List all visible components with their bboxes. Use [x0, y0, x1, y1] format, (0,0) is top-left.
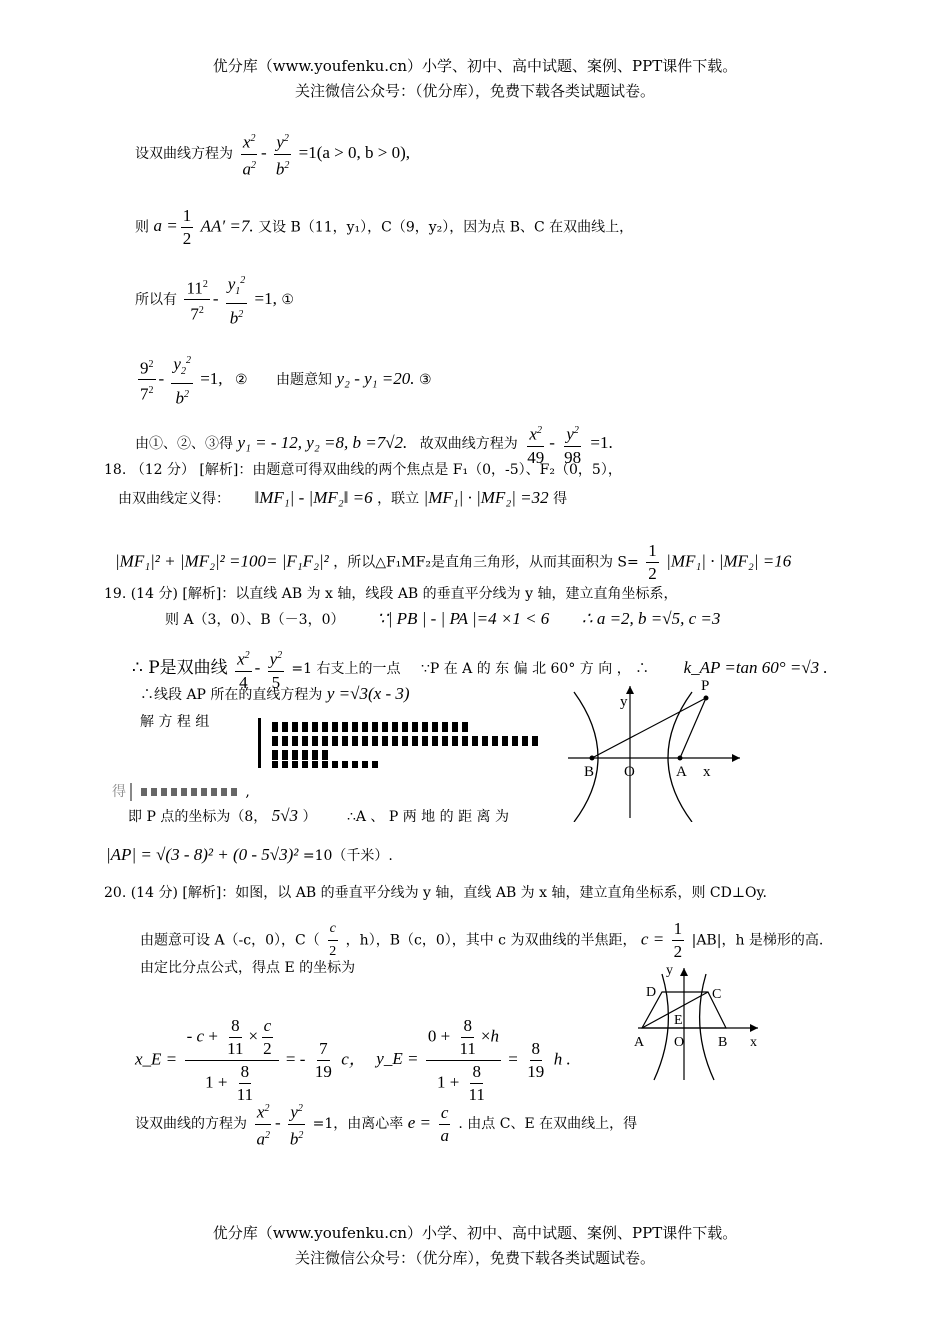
p19-l7-text3: ∴A 、 P 两 地 的 距 离 为: [346, 809, 509, 825]
p19-l8-eq: |AP| = √(3 - 8)² + (0 - 5√3)²: [106, 845, 299, 864]
p19-l6-text: 得: [112, 784, 126, 800]
p17-line-3: 所以有 $\frac{11^2}{7^2}$ - $\frac{y_1^2}{b^2}$ =1, ①: [135, 270, 294, 330]
label-C: C: [712, 987, 722, 1002]
label-O: O: [674, 1035, 685, 1050]
p18-l3-text: ，所以△F₁MF₂是直角三角形，从而其面积为 S=: [333, 554, 639, 571]
p19-line-7: [128, 806, 509, 827]
p18-l3-eq1: |MF₁|² + |MF₂|² =100= |F₁F₂|²: [115, 551, 329, 571]
label-y: y: [620, 694, 628, 710]
p17-l5-eq1: y₁ = - 12, y₂ =8, b =7√2.: [237, 433, 408, 453]
p19-l3-text1: ∴ P是双曲线: [132, 658, 228, 679]
p17-l3-eq: =1,: [254, 288, 277, 308]
p19-line-8: [106, 845, 393, 866]
p17-line-1: 设双曲线方程为 $\frac{x^2}{a^2}$ - $\frac{y^2}{b^2}$ =1(a > 0, b > 0),: [135, 128, 410, 180]
p20-l2-text1: 由题意可设 A（-c，0），C（: [140, 932, 320, 949]
p19-l8-text: =10（千米）.: [302, 848, 393, 864]
p19-l2-eq1: ∵| PB | - | PA |=4 ×1 < 6: [376, 609, 550, 628]
p17-l4-mark1: ②: [235, 371, 248, 388]
x-axis-arrow-icon: [732, 754, 740, 762]
p20-l2-text2: ，h），B（c，0），其中 c 为双曲线的半焦距，: [345, 932, 637, 949]
p17-l4-mark2: ③: [418, 371, 432, 388]
label-x: x: [750, 1035, 757, 1050]
p19-l3-text3: ∵P 在 A 的 东 偏 北 60° 方 向 ， ∴: [420, 661, 650, 678]
p17-l4-eq2: y₂ - y₁ =20.: [336, 368, 415, 388]
p17-l5-text1: 由①、②、③得: [135, 436, 233, 453]
label-O: O: [624, 764, 635, 780]
left-branch: [654, 974, 668, 1080]
p17-l5-eq2: =1.: [590, 433, 613, 453]
p20-l5-text2: =1，由离心率: [312, 1116, 404, 1133]
p17-l2-text2: 又设 B（11，y₁），C（9，y₂），因为点 B、C 在双曲线上，: [258, 219, 634, 236]
solution-image: [141, 788, 241, 796]
p20-l5-text3: . 由点 C、E 在双曲线上，得: [458, 1116, 638, 1133]
p18-l3-eq2: |MF₁| · |MF₂| =16: [666, 551, 792, 571]
p20-l4-eq1: = -: [285, 1049, 306, 1069]
p19-l3-text2: =1 右支上的一点: [291, 661, 401, 678]
label-A: A: [634, 1035, 645, 1050]
p19-l7-text1: 即 P 点的坐标为（8，: [128, 809, 268, 825]
y-axis-arrow-icon: [626, 686, 634, 694]
p20-l2-eq: c =: [640, 929, 665, 949]
p20-l5-text1: 设双曲线的方程为: [135, 1116, 247, 1133]
point-B: [590, 756, 595, 761]
p19-l7-text2: ）: [302, 809, 317, 825]
point-P: [704, 696, 709, 701]
p20-l4-end: h .: [553, 1049, 571, 1069]
p18-l2-text2: ，联立: [377, 491, 420, 507]
label-B: B: [584, 764, 595, 780]
footer-line-2: 关注微信公众号：（优分库），免费下载各类试题试卷。: [294, 1249, 655, 1267]
p17-l3-mark: ①: [281, 291, 294, 308]
p19-line-5: [140, 712, 209, 732]
hyperbola-figure-2: [630, 962, 770, 1084]
equation-system-image: [258, 718, 548, 770]
x-axis-arrow-icon: [750, 1024, 758, 1032]
p19-l2-text: 则 A（3，0）、B（－3，0）: [165, 612, 345, 628]
p20-l2-text3: |AB|，h 是梯形的高.: [691, 932, 824, 949]
p17-line-2: 则 a = $\frac{1}{2}$ AA′ =7. 又设 B（11，y₁），C（9，y₂），因为点 B、C 在双曲线上，: [135, 206, 634, 248]
label-P: P: [701, 678, 710, 694]
p19-l3-eq: k_AP =tan 60° =√3 .: [683, 658, 828, 678]
p19-l4-text: ∴线段 AP 所在的直线方程为: [140, 687, 323, 703]
p17-line-4: $\frac{9^2}{7^2}$ - $\frac{y_2^2}{b^2}$ =1, ② 由题意知 y₂ - y₁ =20. ③: [135, 350, 432, 410]
point-A: [678, 756, 683, 761]
p17-l2-text1: 则: [135, 219, 149, 236]
p17-l1-text: 设双曲线方程为: [135, 146, 233, 163]
p20-line-3: 由定比分点公式，得点 E 的坐标为: [140, 960, 356, 976]
label-E: E: [674, 1013, 683, 1028]
label-y: y: [666, 963, 673, 978]
header-line-2: 关注微信公众号：（优分库），免费下载各类试题试卷。: [294, 82, 655, 100]
p19-l7-eq: 5√3: [271, 806, 299, 825]
y-axis-arrow-icon: [680, 968, 688, 976]
p17-line-5: 由①、②、③得 y₁ = - 12, y₂ =8, b =7√2. 故双曲线方程为 $\frac{x^2}{49}$ - $\frac{y^2}{98}$ =1.: [135, 420, 613, 469]
label-B: B: [718, 1035, 728, 1050]
p20-l4-xe: x_E =: [135, 1049, 178, 1069]
p19-line-1: 19. (14 分) [解析]：以直线 AB 为 x 轴，线段 AB 的垂直平分线为 y 轴，建立直角坐标系，: [104, 586, 678, 602]
p19-l4-eq: y =√3(x - 3): [326, 684, 410, 703]
p17-l1-eq: =1(a > 0, b > 0),: [298, 143, 411, 163]
p17-l4-eq: =1,: [200, 368, 223, 388]
p18-line-2: [118, 488, 567, 509]
p20-line-5: 设双曲线的方程为 $\frac{x^2}{a^2}$ - $\frac{y^2}{b^2}$ =1，由离心率 e = $\frac{c}{a}$ . 由点 C、E 在双曲线上，得: [135, 1098, 637, 1150]
p20-line-4: x_E = - c + $\frac{8}{11}$ × $\frac{c}{2}$ 1 + $\frac{8}{11}$ = - $\frac{7}{19}$ c， y_E = 0 + $\frac{8}{11}$ ×h 1 + $\frac{8}{11}$ = $\frac{8}{19}$ h .: [135, 1016, 571, 1104]
p19-line-2: [165, 609, 720, 630]
p18-l2-text3: 得: [553, 491, 568, 507]
p18-l2-eq1: ‖MF₁| - |MF₂‖ =6: [254, 488, 373, 507]
label-D: D: [646, 985, 657, 1000]
hyperbola-figure-1: [560, 672, 750, 822]
p17-l5-text2: 故双曲线方程为: [419, 436, 518, 453]
p19-l5-text: 解 方 程 组: [140, 714, 210, 730]
p19-line-6: 得 ,: [112, 784, 250, 800]
footer-line-1: 优分库（www.youfenku.cn）小学、初中、高中试题、案例、PPT课件下载。: [212, 1224, 738, 1242]
p20-l4-mid: c，: [341, 1049, 366, 1069]
p20-line-1: 20. (14 分) [解析]：如图，以 AB 的垂直平分线为 y 轴，直线 AB 为 x 轴，建立直角坐标系，则 CD⊥Oy.: [104, 885, 768, 901]
p17-l2-eq: AA′ =7.: [200, 216, 254, 236]
p17-l4-text: 由题意知: [276, 371, 333, 388]
p19-line-3: ∴ P是双曲线 $\frac{x^2}{4}$ - $\frac{y^2}{5}$ =1 右支上的一点 ∵P 在 A 的 东 偏 北 60° 方 向 ， ∴ k_AP =tan 60° =√3 .: [132, 645, 828, 694]
p20-l4-eq2: =: [508, 1049, 518, 1069]
p18-l2-eq2: |MF₁| · |MF₂| =32: [423, 488, 549, 507]
p20-l5-eq: e =: [407, 1113, 431, 1133]
p17-l3-text: 所以有: [135, 291, 177, 308]
p18-line-1: 18. （12 分） [解析]：由题意可得双曲线的两个焦点是 F₁（0，-5）、F₂（0，5），: [104, 462, 622, 478]
p20-line-2: 由题意可设 A（-c，0），C（ $\frac{c}{2}$ ，h），B（c，0），其中 c 为双曲线的半焦距， c = $\frac{1}{2}$ |AB|，h 是梯形的高.: [140, 919, 824, 961]
brace-icon: [130, 783, 136, 801]
p20-l4-ye: y_E =: [376, 1049, 419, 1069]
p18-l2-text: 由双曲线定义得：: [118, 491, 230, 507]
segment-AP: [680, 698, 706, 758]
label-A: A: [676, 764, 687, 780]
header-line-1: 优分库（www.youfenku.cn）小学、初中、高中试题、案例、PPT课件下载。: [212, 57, 738, 75]
p19-line-4: [140, 684, 410, 705]
label-x: x: [703, 764, 711, 780]
p18-line-3: |MF₁|² + |MF₂|² =100= |F₁F₂|² ，所以△F₁MF₂是直角三角形，从而其面积为 S= $\frac{1}{2}$ |MF₁| · |MF₂| =16: [115, 541, 792, 583]
segment-BP: [592, 698, 706, 758]
p19-l2-eq2: ∴ a =2, b =√5, c =3: [581, 609, 721, 628]
